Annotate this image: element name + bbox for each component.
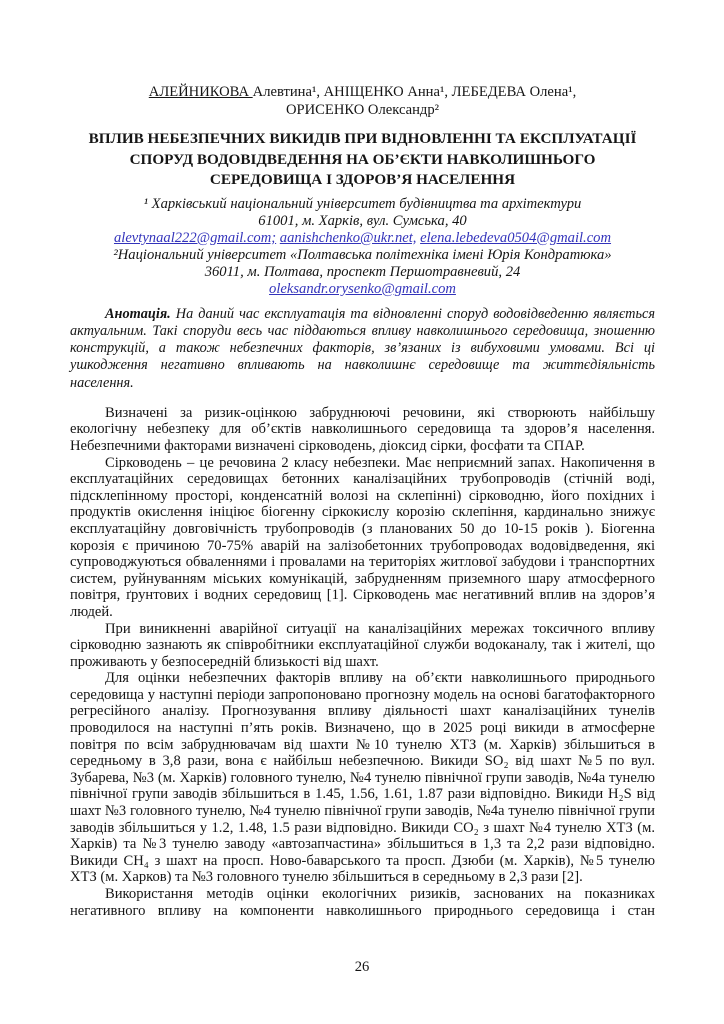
- body-paragraph-3: При виникненні аварійної ситуації на каналізаційних мережах токсичного впливу сірководню зазнають як співробітники експлуатаційної служби водоканалу, так і жителі, що проживають у безпосередній близькості від шахт.: [70, 620, 655, 670]
- email-link-aanishchenko[interactable]: aanishchenko@ukr.net,: [279, 229, 417, 246]
- title-line: ВПЛИВ НЕБЕЗПЕЧНИХ ВИКИДІВ ПРИ ВІДНОВЛЕННІ ТА ЕКСПЛУАТАЦІЇ: [88, 130, 637, 147]
- email-link-lebedeva[interactable]: elena.lebedeva0504@gmail.com: [420, 229, 612, 246]
- abstract: [70, 306, 655, 392]
- affiliation-2-emails: [70, 281, 655, 298]
- page-number: 26: [354, 959, 370, 975]
- authors-line-2: ОРИСЕНКО Олександр²: [285, 102, 439, 118]
- authors-line-1-rest: Алевтина¹, АНІЩЕНКО Анна¹, ЛЕБЕДЕВА Олена¹,: [252, 84, 577, 100]
- body-paragraph-2: Сірководень – це речовина 2 класу небезпеки. Має неприємний запах. Накопичення в експлуатаційних середовищах бетонних каналізаційних трубопроводів (стічній воді, підсклепінному просторі, конденсатній волозі на склепінні) сірководню, його похідних і продуктів окислення ініціює біогенну сіркокислу корозію склепіння, кардинально знижує експлуатаційну довговічність трубопроводів (з планованих 50 до 10-15 років ). Біогенна корозія є причиною 70-75% аварій на залізобетонних трубопроводах водовідведення, які супроводжуються обваленнями і провалами на територіях житлової забудови і транспортних систем, руйнуванням міських комунікацій, забрудненням приземного шару атмосферного повітря, ґрунтових і водних середовищ [1]. Сірководень має негативний вплив на здоров’я людей.: [70, 454, 655, 620]
- authors-line-1: [70, 83, 655, 101]
- author-surname-underlined: АЛЕЙНИКОВА: [148, 84, 253, 100]
- body-text: [70, 405, 655, 919]
- title-line: СЕРЕДОВИЩА І ЗДОРОВ’Я НАСЕЛЕННЯ: [209, 171, 516, 189]
- affiliation-2-name: ²Національний університет «Полтавська політехніка імені Юрія Кондратюка»: [113, 246, 612, 263]
- affiliations-block: [70, 196, 655, 298]
- abstract-label: Анотація.: [105, 305, 171, 322]
- title-line: СПОРУД ВОДОВІДВЕДЕННЯ НА ОБ’ЄКТИ НАВКОЛИШНЬОГО: [129, 150, 596, 168]
- abstract-text: На даний час експлуатація та відновленні споруд водовідведенню являється актуальним. Такі споруди весь час піддаються впливу навколишнього середовища, зношенню конструкцій, а також небезпечних факторів, зв’язаних із вибуховими умовами. Всі ці ушкодження негативно впливають на навколишнє середовище та життєдіяльність населення.: [70, 305, 655, 391]
- affiliation-1-address: 61001, м. Харків, вул. Сумська, 40: [258, 212, 467, 229]
- body-paragraph-1: Визначені за ризик-оцінкою забруднюючі речовини, які створюють найбільшу екологічну небезпеку для об’єктів навколишнього середовища та здоров’я населення. Небезпечними факторами визначені сірководень, діоксид сірки, фосфати та СПАР.: [70, 404, 655, 454]
- email-link-alevtynaal[interactable]: alevtynaal222@gmail.com;: [113, 229, 277, 246]
- body-paragraph-5: Використання методів оцінки екологічних ризиків, заснованих на показниках негативного впливу на компоненти навколишнього природнього середовища і стан: [70, 886, 655, 919]
- affiliation-2-address: 36011, м. Полтава, проспект Першотравневий, 24: [204, 263, 521, 280]
- body-paragraph-4: Для оцінки небезпечних факторів впливу на об’єкти навколишнього природнього середовища у наступні періоди запропоновано прогнозну модель на основі багатофакторного регресійного аналізу. Прогнозування впливу діяльності шахт каналізаційних тунелів проводилося на наступні п’ять років. Визначено, що в 2025 році викиди в атмосферне повітря по всім забруднювачам від шахти №10 тунелю ХТЗ (м. Харків) збільшиться в середньому в 3,8 рази, вона є найбільш небезпечною. Викиди SO₂ від шахт №5 по вул. Зубарева, №3 (м. Харків) головного тунелю, №4 тунелю північної групи заводів, №4а тунелю північної групи заводів збільшиться в 1.45, 1.56, 1.61, 1.87 рази відповідно. Викиди H₂S від шахт №3 головного тунелю, №4 тунелю північної групи заводів, №4а тунелю північної групи заводів збільшиться у 1.2, 1.48, 1.5 рази відповідно. Викиди CO₂ з шахт №4 тунелю ХТЗ (м. Харків) та №3 тунелю заводу «автозапчастина» збільшиться в 1,3 та 2,2 рази відповідно. Викиди CH₄ з шахт на просп. Ново-баварського та просп. Дзюби (м. Харків), №5 тунелю ХТЗ (м. Харков) та №3 головного тунелю збільшиться в середньому в 2,3 рази [2].: [70, 670, 655, 886]
- paper-title: [70, 129, 655, 191]
- affiliation-1-name: ¹ Харківський національний університет будівництва та архітектури: [143, 195, 582, 212]
- email-link-orysenko[interactable]: oleksandr.orysenko@gmail.com: [269, 280, 456, 297]
- affiliation-1-emails: [70, 230, 655, 247]
- authors-block: [70, 83, 655, 119]
